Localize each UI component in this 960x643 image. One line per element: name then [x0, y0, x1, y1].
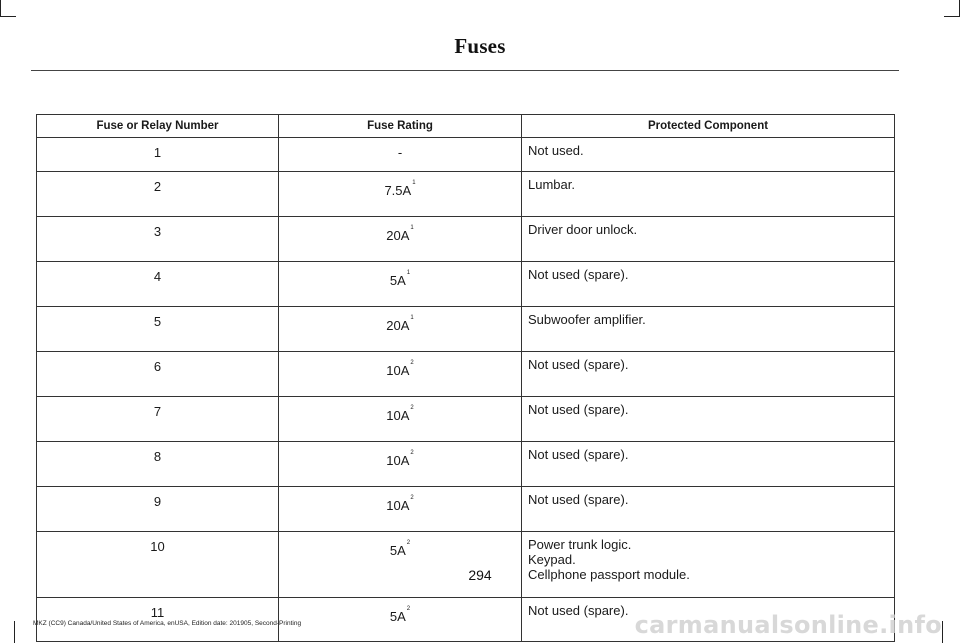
- protected-component-text: Not used (spare).: [528, 357, 629, 372]
- protected-component-text: Cellphone passport module.: [528, 567, 690, 582]
- fuse-rating-cell: [279, 138, 522, 172]
- fuse-rating-cell: [279, 397, 522, 442]
- fuse-rating-value: 10A: [386, 453, 410, 468]
- fuse-rating-value: -: [397, 145, 403, 160]
- footnote-marker: 2: [410, 450, 414, 456]
- table-row: [37, 138, 895, 172]
- fuse-table: [36, 114, 895, 642]
- fuse-number-cell: 6: [37, 352, 279, 397]
- protected-component-cell: [522, 307, 895, 352]
- footnote-marker: 2: [406, 606, 411, 612]
- footnote-marker: 2: [410, 495, 414, 501]
- fuse-number-cell: 10: [37, 532, 279, 598]
- table-row: [37, 487, 895, 532]
- fuse-number-cell: 2: [37, 172, 279, 217]
- page-title: Fuses: [454, 34, 506, 58]
- table-row: [37, 217, 895, 262]
- fuse-rating-cell: [279, 217, 522, 262]
- crop-mark-top-left: [0, 16, 16, 17]
- table-row: [37, 307, 895, 352]
- edition-footer: MKZ (CC9) Canada/United States of America, enUSA, Edition date: 201905, Second-Printing: [33, 620, 302, 627]
- fuse-table-body: [37, 138, 895, 642]
- table-row: [37, 172, 895, 217]
- fuse-rating-value: 5A: [389, 273, 406, 288]
- table-row: [37, 532, 895, 598]
- table-header-row: [37, 115, 895, 138]
- fuse-number-cell: 9: [37, 487, 279, 532]
- watermark: carmanualsonline.info: [634, 611, 942, 639]
- protected-component-text: Not used (spare).: [528, 267, 629, 282]
- footnote-marker: 2: [410, 360, 414, 366]
- table-row: [37, 262, 895, 307]
- column-header-protected-component: Protected Component: [522, 115, 895, 138]
- fuse-number-cell: 5: [37, 307, 279, 352]
- table-row: [37, 352, 895, 397]
- protected-component-text: Keypad.: [528, 552, 576, 567]
- fuse-number-cell: 8: [37, 442, 279, 487]
- footnote-marker: 1: [410, 315, 414, 321]
- protected-component-cell: [522, 487, 895, 532]
- protected-component-cell: [522, 397, 895, 442]
- fuse-rating-cell: [279, 598, 522, 642]
- fuse-rating-value: 20A: [386, 318, 410, 333]
- protected-component-cell: [522, 352, 895, 397]
- footnote-marker: 1: [410, 225, 414, 231]
- page-number: 294: [468, 567, 492, 583]
- column-header-fuse-number: Fuse or Relay Number: [37, 115, 279, 138]
- fuse-rating-cell: [279, 487, 522, 532]
- table-row: [37, 397, 895, 442]
- fuse-rating-value: 7.5A: [384, 183, 412, 198]
- fuse-rating-cell: [279, 262, 522, 307]
- fuse-number-cell: 4: [37, 262, 279, 307]
- fuse-rating-value: 10A: [386, 363, 410, 378]
- protected-component-text: Not used (spare).: [528, 492, 629, 507]
- title-divider: [31, 70, 899, 71]
- crop-mark-bottom-right: [942, 621, 943, 643]
- protected-component-text: Driver door unlock.: [528, 222, 638, 237]
- protected-component-text: Not used.: [528, 143, 584, 158]
- fuse-rating-cell: [279, 442, 522, 487]
- fuse-rating-value: 10A: [386, 408, 410, 423]
- protected-component-cell: [522, 138, 895, 172]
- protected-component-cell: [522, 532, 895, 598]
- fuse-rating-cell: [279, 172, 522, 217]
- fuse-rating-cell: [279, 307, 522, 352]
- crop-mark-top-right: [944, 16, 960, 17]
- footnote-marker: 2: [406, 540, 411, 546]
- fuse-rating-value: 10A: [386, 498, 410, 513]
- protected-component-text: Not used (spare).: [528, 402, 629, 417]
- column-header-fuse-rating: Fuse Rating: [279, 115, 522, 138]
- fuse-number-cell: 3: [37, 217, 279, 262]
- protected-component-cell: [522, 442, 895, 487]
- protected-component-text: Not used (spare).: [528, 603, 629, 618]
- fuse-rating-value: 5A: [389, 543, 406, 558]
- table-row: [37, 442, 895, 487]
- fuse-number-cell: 11: [37, 598, 279, 642]
- footnote-marker: 1: [412, 180, 416, 186]
- protected-component-cell: [522, 262, 895, 307]
- fuse-rating-value: 5A: [389, 609, 406, 624]
- crop-mark-bottom-left: [14, 621, 15, 643]
- protected-component-text: Power trunk logic.: [528, 537, 632, 552]
- fuse-rating-value: 20A: [386, 228, 410, 243]
- fuse-rating-cell: [279, 532, 522, 598]
- fuse-number-cell: 1: [37, 138, 279, 172]
- fuse-rating-cell: [279, 352, 522, 397]
- crop-mark-top-left: [0, 0, 1, 16]
- protected-component-cell: [522, 217, 895, 262]
- footnote-marker: 1: [406, 270, 411, 276]
- fuse-number-cell: 7: [37, 397, 279, 442]
- protected-component-text: Not used (spare).: [528, 447, 629, 462]
- protected-component-cell: [522, 172, 895, 217]
- protected-component-text: Lumbar.: [528, 177, 575, 192]
- protected-component-text: Subwoofer amplifier.: [528, 312, 646, 327]
- footnote-marker: 2: [410, 405, 414, 411]
